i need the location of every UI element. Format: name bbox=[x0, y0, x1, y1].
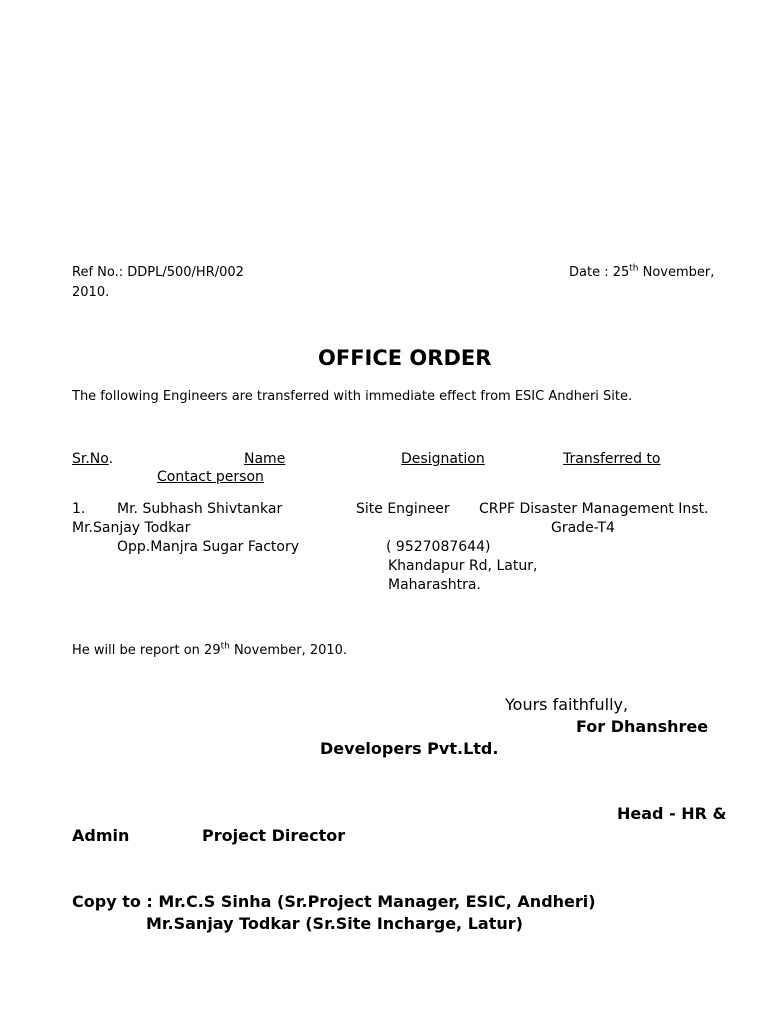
header-transferred-to: Transferred to bbox=[563, 451, 661, 467]
page-title: OFFICE ORDER bbox=[318, 346, 492, 370]
company-line-1: For Dhanshree bbox=[576, 717, 709, 736]
row-grade: Grade-T4 bbox=[551, 520, 615, 536]
header-name: Name bbox=[244, 451, 286, 467]
header-srno-label: Sr.No bbox=[72, 451, 109, 467]
row-designation: Site Engineer bbox=[356, 501, 450, 517]
intro-text: The following Engineers are transferred with immediate effect from ESIC Andheri Site. bbox=[72, 389, 633, 404]
row-address-2: Khandapur Rd, Latur, bbox=[388, 558, 538, 574]
report-superscript: th bbox=[220, 641, 230, 652]
report-line bbox=[72, 641, 348, 658]
copy-to-line-1: Copy to : Mr.C.S Sinha (Sr.Project Manager, ESIC, Andheri) bbox=[72, 892, 596, 911]
copy-to-line-2: Mr.Sanjay Todkar (Sr.Site Incharge, Latur) bbox=[146, 914, 523, 933]
date-suffix: November, bbox=[638, 265, 715, 280]
signatory-admin: Admin bbox=[72, 826, 130, 845]
date-superscript: th bbox=[629, 263, 639, 274]
row-address-3: Maharashtra. bbox=[388, 577, 481, 593]
signatory-director: Project Director bbox=[202, 826, 346, 845]
date-line bbox=[569, 263, 715, 280]
row-contact: Mr.Sanjay Todkar bbox=[72, 520, 191, 536]
salutation: Yours faithfully, bbox=[505, 695, 629, 714]
ref-number: Ref No.: DDPL/500/HR/002 bbox=[72, 265, 244, 280]
report-prefix: He will be report on 29 bbox=[72, 643, 221, 658]
header-contact-person: Contact person bbox=[157, 469, 264, 485]
row-number: 1. bbox=[72, 501, 86, 517]
company-line-2: Developers Pvt.Ltd. bbox=[320, 739, 499, 758]
report-suffix: November, 2010. bbox=[229, 643, 348, 658]
row-name: Mr. Subhash Shivtankar bbox=[117, 501, 283, 517]
row-address-1: Opp.Manjra Sugar Factory bbox=[117, 539, 300, 555]
date-year: 2010. bbox=[72, 285, 110, 300]
header-srno bbox=[72, 452, 113, 466]
row-transferred-to: CRPF Disaster Management Inst. bbox=[479, 501, 709, 517]
row-phone: ( 9527087644) bbox=[386, 539, 491, 555]
header-srno-dot: . bbox=[108, 451, 114, 467]
date-prefix: Date : 25 bbox=[569, 265, 630, 280]
header-designation: Designation bbox=[401, 451, 485, 467]
signatory-title: Head - HR & bbox=[617, 804, 727, 823]
